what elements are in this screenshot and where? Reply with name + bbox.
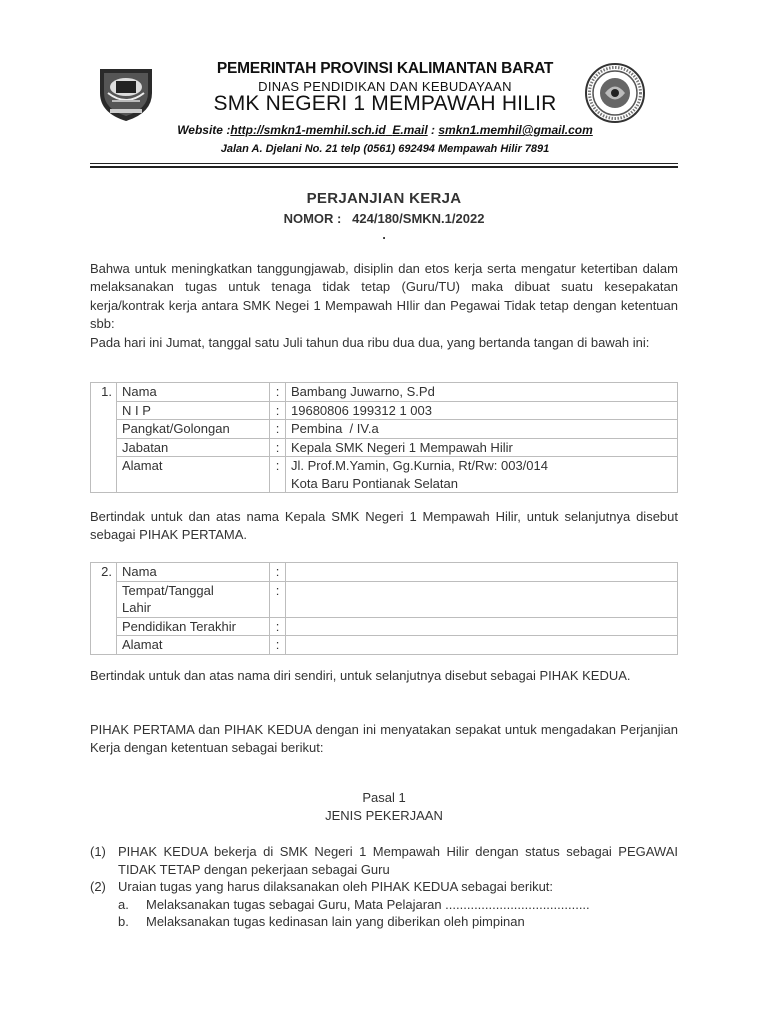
field-value: 19680806 199312 1 003: [286, 401, 678, 420]
field-colon: :: [270, 563, 286, 582]
table-row: [91, 383, 678, 402]
label-line-1: Tempat/Tanggal: [122, 582, 214, 598]
field-label: Nama: [117, 563, 270, 582]
table-row: [91, 636, 678, 655]
agreement-statement: [90, 721, 678, 758]
statement-party-one: [90, 508, 678, 545]
website-link[interactable]: http://smkn1-memhil.sch.id: [230, 123, 386, 137]
email-separator: :: [427, 123, 439, 137]
address-line-2: Kota Baru Pontianak Selatan: [291, 475, 458, 491]
table-row: [91, 581, 678, 617]
intro-text-1: Bahwa untuk meningkatkan tanggungjawab, disiplin dan etos kerja serta mengatur ketertiban dalam melaksanakan tugas untuk tenaga tidak tetap (Guru/TU) maka dibuat suatu kesepakatan kerja/kontrak kerja antara SMK Negei 1 Mempawah HIlir dan Pegawai Tidak tetap dengan ketentuan sbb:: [90, 261, 678, 332]
subclause-marker: a.: [118, 896, 129, 912]
subclause-marker: b.: [118, 914, 129, 930]
document-number: NOMOR : 424/180/SMKN.1/2022: [283, 211, 485, 226]
list-item: [118, 913, 678, 931]
field-colon: :: [270, 457, 286, 493]
statement-party-two: [90, 667, 678, 685]
field-label: N I P: [117, 401, 270, 420]
intro-paragraph: [90, 260, 678, 352]
subclause-text: Melaksanakan tugas kedinasan lain yang diberikan oleh pimpinan: [146, 914, 525, 930]
field-colon: :: [270, 636, 286, 655]
field-value-empty[interactable]: [286, 636, 678, 655]
letterhead-address: Jalan A. Djelani No. 21 telp (0561) 692494 Mempawah Hilir 7891: [220, 143, 550, 155]
statement-party-two-text: Bertindak untuk dan atas nama diri sendiri, untuk selanjutnya disebut sebagai PIHAK KEDUA.: [90, 668, 631, 683]
letterhead-contact: [100, 123, 670, 137]
field-value-empty[interactable]: [286, 563, 678, 582]
letterhead-school-name: SMK NEGERI 1 MEMPAWAH HILIR: [213, 92, 557, 115]
clause-text: PIHAK KEDUA bekerja di SMK Negeri 1 Mempawah Hilir dengan status sebagai PEGAWAI TIDAK TETAP dengan pekerjaan sebagai Guru: [118, 844, 678, 877]
intro-text-2: Pada hari ini Jumat, tanggal satu Juli tahun dua ribu dua dua, yang bertanda tangan di bawah ini:: [90, 334, 650, 350]
list-item: [118, 896, 678, 914]
table-row: [91, 401, 678, 420]
party-one-number: 1.: [91, 383, 117, 493]
field-value: [286, 457, 678, 493]
subclause-text: Melaksanakan tugas sebagai Guru, Mata Pelajaran ........................................: [146, 896, 590, 912]
table-row: [91, 563, 678, 582]
table-row: [91, 617, 678, 636]
pasal-title: JENIS PEKERJAAN: [325, 808, 443, 823]
field-label: Alamat: [117, 636, 270, 655]
field-label: Nama: [117, 383, 270, 402]
email-link[interactable]: smkn1.memhil@gmail.com: [438, 123, 593, 137]
website-prefix: Website :: [177, 123, 231, 137]
field-colon: :: [270, 617, 286, 636]
field-value-empty[interactable]: [286, 617, 678, 636]
table-row: [91, 438, 678, 457]
title-dot: .: [382, 227, 386, 242]
field-colon: :: [270, 438, 286, 457]
address-line-1: Jl. Prof.M.Yamin, Gg.Kurnia, Rt/Rw: 003/014: [291, 458, 548, 473]
statement-party-one-text: Bertindak untuk dan atas nama Kepala SMK Negeri 1 Mempawah Hilir, untuk selanjutnya disebut sebagai PIHAK PERTAMA.: [90, 509, 678, 543]
field-colon: :: [270, 383, 286, 402]
table-row: [91, 420, 678, 439]
agreement-statement-text: PIHAK PERTAMA dan PIHAK KEDUA dengan ini menyatakan sepakat untuk mengadakan Perjanjian Kerja dengan ketentuan sebagai berikut:: [90, 722, 678, 756]
field-colon: :: [270, 401, 286, 420]
party-two-number: 2.: [91, 563, 117, 655]
table-row: [91, 457, 678, 493]
field-value: Kepala SMK Negeri 1 Mempawah Hilir: [286, 438, 678, 457]
field-colon: :: [270, 581, 286, 617]
clause-marker: (2): [90, 879, 106, 895]
party-two-table: [90, 562, 678, 655]
field-colon: :: [270, 420, 286, 439]
field-label: Pangkat/Golongan: [117, 420, 270, 439]
field-value: Bambang Juwarno, S.Pd: [286, 383, 678, 402]
clause-list: [90, 843, 678, 931]
provincial-emblem-logo: [94, 63, 158, 123]
letterhead-department: DINAS PENDIDIKAN DAN KEBUDAYAAN: [258, 79, 512, 94]
party-one-table: [90, 382, 678, 493]
field-value-empty[interactable]: [286, 581, 678, 617]
letterhead-divider-thin: [90, 163, 678, 164]
field-value: Pembina / IV.a: [286, 420, 678, 439]
pasal-number: Pasal 1: [362, 790, 406, 805]
email-prefix: E.mail: [392, 123, 428, 137]
clause-text: Uraian tugas yang harus dilaksanakan oleh PIHAK KEDUA sebagai berikut:: [118, 879, 554, 895]
field-label: Pendidikan Terakhir: [117, 617, 270, 636]
label-line-2: Lahir: [122, 600, 151, 615]
clause-marker: (1): [90, 844, 106, 859]
document-title: PERJANJIAN KERJA: [306, 190, 462, 207]
field-label: Jabatan: [117, 438, 270, 457]
list-item: [90, 878, 678, 896]
list-item: [90, 843, 678, 878]
field-label: [117, 581, 270, 617]
letterhead-divider-thick: [90, 166, 678, 168]
field-label: Alamat: [117, 457, 270, 493]
letterhead-government: PEMERINTAH PROVINSI KALIMANTAN BARAT: [216, 60, 554, 77]
